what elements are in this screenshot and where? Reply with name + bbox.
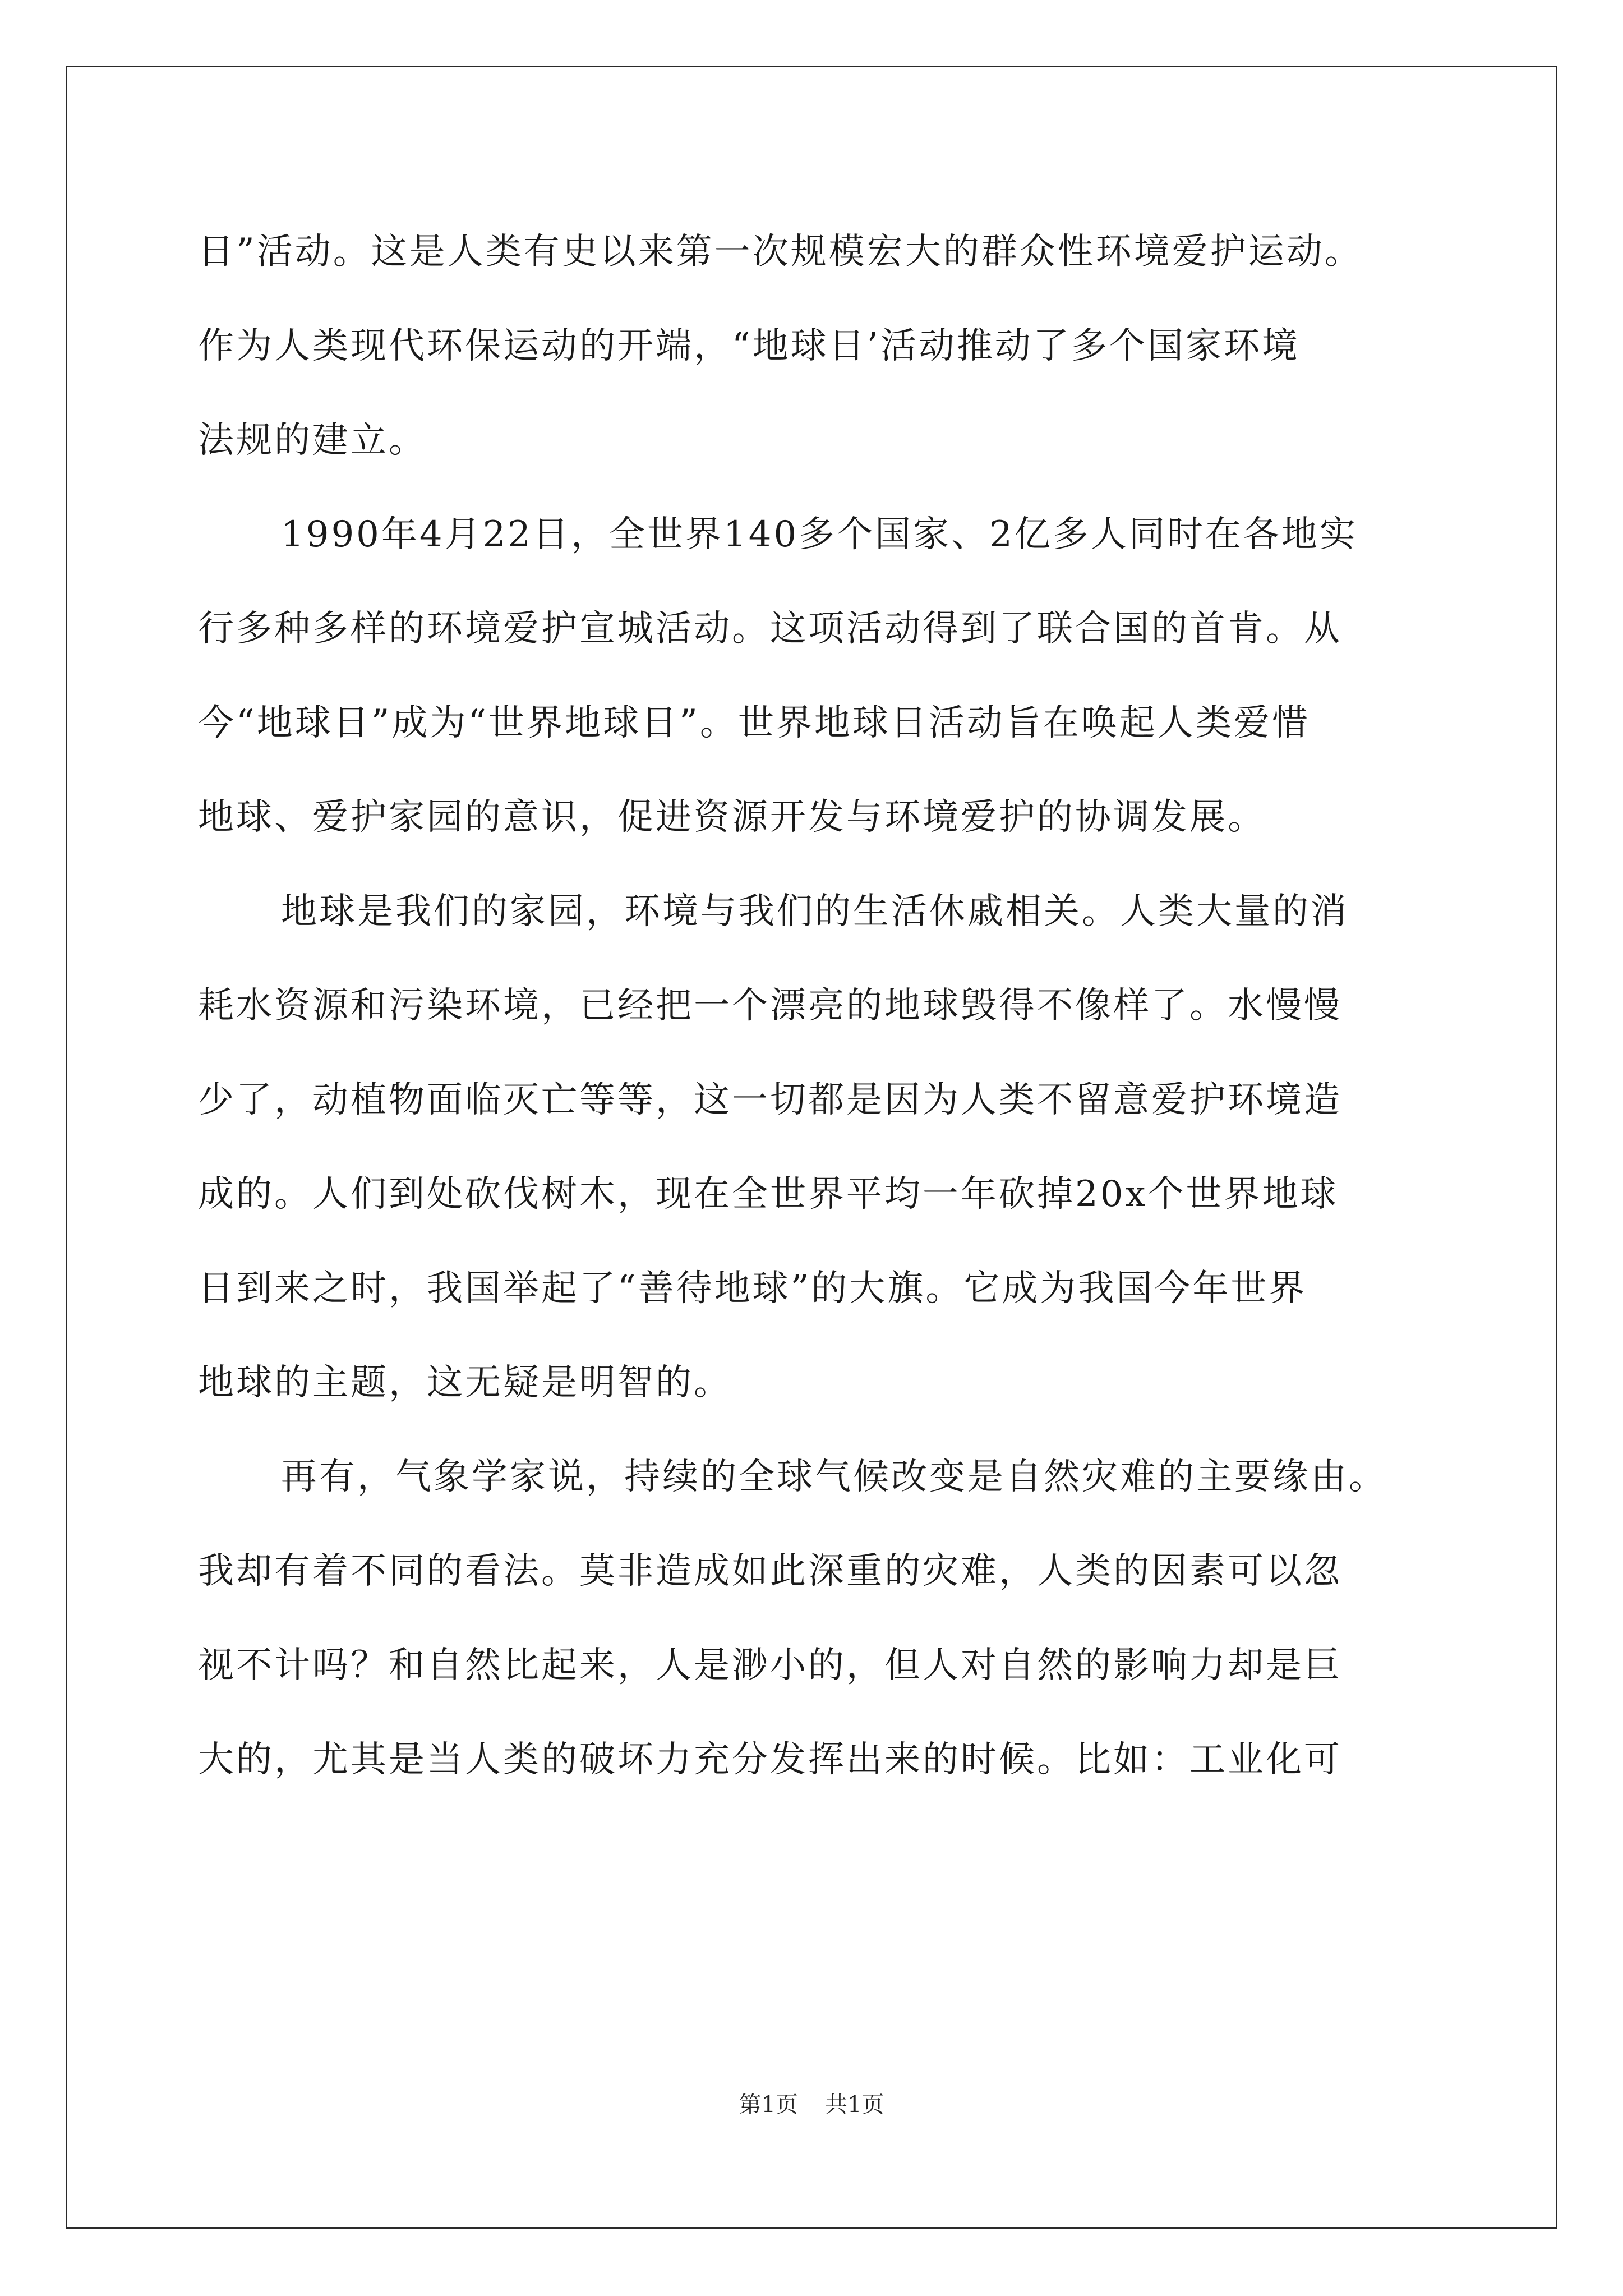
text-line: 少了，动植物面临灭亡等等，这一切都是因为人类不留意爱护环境造 — [198, 1079, 1342, 1121]
text-line: 日”活动。这是人类有史以来第一次规模宏大的群众性环境爱护运动。 — [198, 231, 1363, 273]
paragraph-start-line: 再有，气象学家说，持续的全球气候改变是自然灾难的主要缘由。 — [281, 1456, 1387, 1498]
text-line: 法规的建立。 — [198, 420, 427, 461]
text-line: 我却有着不同的看法。莫非造成如此深重的灾难，人类的因素可以忽 — [198, 1550, 1342, 1592]
paragraph-start-line: 1990年4月22日，全世界140多个国家、2亿多人同时在各地实 — [281, 514, 1358, 555]
document-body — [198, 205, 1432, 1807]
text-line: 日到来之时，我国举起了“善待地球”的大旗。它成为我国今年世界 — [198, 1268, 1307, 1309]
text-line: 耗水资源和污染环境，已经把一个漂亮的地球毁得不像样了。水慢慢 — [198, 985, 1342, 1027]
text-line: 今“地球日”成为“世界地球日”。世界地球日活动旨在唤起人类爱惜 — [198, 702, 1310, 744]
page-total: 共1页 — [825, 2092, 884, 2118]
text-line: 成的。人们到处砍伐树木，现在全世界平均一年砍掉20x个世界地球 — [198, 1174, 1339, 1215]
text-line: 大的，尤其是当人类的破坏力充分发挥出来的时候。比如：工业化可 — [198, 1739, 1342, 1780]
text-line: 作为人类现代环保运动的开端，“地球日’活动推动了多个国家环境 — [198, 325, 1301, 367]
paragraph-start-line: 地球是我们的家园，环境与我们的生活休戚相关。人类大量的消 — [281, 891, 1349, 932]
page-footer — [0, 2087, 1623, 2119]
text-line: 地球、爱护家园的意识，促进资源开发与环境爱护的协调发展。 — [198, 797, 1266, 838]
text-line: 视不计吗？和自然比起来，人是渺小的，但人对自然的影响力却是巨 — [198, 1645, 1342, 1686]
text-line: 地球的主题，这无疑是明智的。 — [198, 1362, 732, 1404]
text-line: 行多种多样的环境爱护宣城活动。这项活动得到了联合国的首肯。从 — [198, 608, 1342, 650]
page-number: 第1页 — [739, 2092, 798, 2118]
